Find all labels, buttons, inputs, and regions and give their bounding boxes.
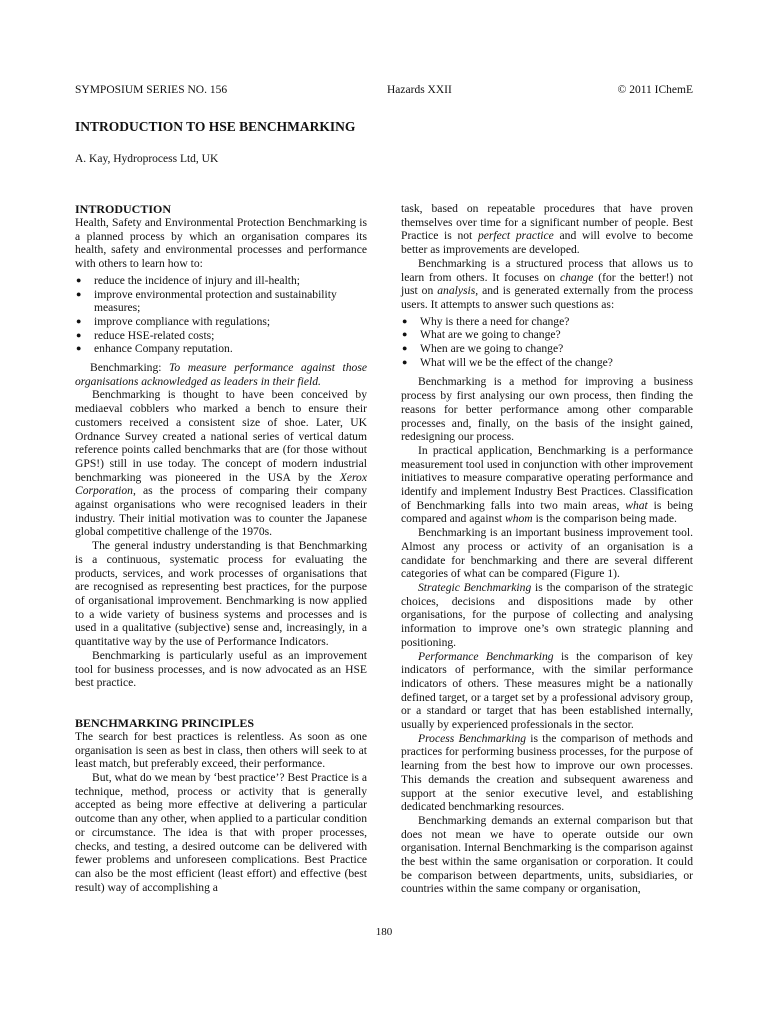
text-run: is the comparison of methods and practices for performing business processes, for the purpose of learning from the best how to improve our own processes. This demands the creation and subsequent awareness and support at the senior executive level, and establishing dedicated benchmarking resources.	[401, 731, 693, 814]
list-item: ● What are we going to change?	[401, 328, 693, 342]
principles-heading: BENCHMARKING PRINCIPLES	[75, 715, 255, 730]
analysis-text: analysis	[437, 284, 476, 298]
list-item: ● reduce the incidence of injury and ill-health;	[75, 274, 367, 288]
xerox-corporation-text: Xerox Corporation	[75, 470, 367, 498]
strategic-benchmarking-term: Strategic Benchmarking	[418, 580, 532, 594]
text-run: and will evolve to become better as improvements are developed.	[401, 229, 694, 257]
intro-bullet-list	[75, 274, 367, 356]
list-item: ● enhance Company reputation.	[75, 342, 367, 356]
improvement-tool-paragraph: Benchmarking is an important business improvement tool. Almost any process or activity of an organisation is a candidate for benchmarking and there are several different categories of what can be compared (Figure 1).	[401, 526, 693, 581]
continued-paragraph	[401, 202, 693, 257]
page-number: 180	[375, 926, 393, 938]
list-item: ● Why is there a need for change?	[401, 315, 693, 329]
history-paragraph	[75, 388, 367, 539]
internal-benchmarking-paragraph: Benchmarking demands an external comparison but that does not mean we have to operate outside our own organisation. Internal Benchmarking is the comparison against the best within the same organisation or corporation. It could be comparison between departments, units, subsidiaries, or countries within the same company or organisation,	[401, 813, 693, 896]
method-paragraph: Benchmarking is a method for improving a business process by first analysing our own process, then finding the reasons for better performance among other comparable processes and, finally, on the basis of the insight gained, redesigning our process.	[401, 375, 693, 444]
conference-label: Hazards XXII	[387, 84, 452, 96]
definition-lead: Benchmarking:	[90, 361, 170, 375]
benchmarking-definition	[75, 361, 367, 388]
strategic-benchmarking-paragraph	[401, 581, 693, 650]
text-run: task, based on repeatable procedures that have proven themselves over time for a significant number of people. Best Practice is not	[401, 202, 693, 243]
list-item: ● When are we going to change?	[401, 342, 693, 356]
text-run: is the comparison of key indicators of performance, with the similar performance indicators of others. These measures might be a nationally defined target, or a target set by a professional advisory group, or a standard or target that has been established internally, usually by experienced professionals in the sector.	[401, 649, 693, 732]
performance-benchmarking-paragraph	[401, 650, 693, 732]
text-run: , as the process of comparing their company against organisations who were recognised leaders in their industry. Their initial motivation was to counter the Japanese global competitive challenge of the 1970s.	[75, 484, 367, 539]
text-run: , and is generated externally from the process users. It attempts to answer such questions as:	[401, 284, 693, 311]
section-spacer	[75, 690, 367, 716]
copyright-label: © 2011 IChemE	[617, 84, 693, 96]
series-label: SYMPOSIUM SERIES NO. 156	[75, 84, 228, 96]
perfect-practice-text: perfect practice	[477, 229, 554, 243]
introduction-heading: INTRODUCTION	[75, 202, 172, 216]
text-run: In practical application, Benchmarking is a performance measurement tool used in conjunction with other improvement initiatives to measure comparative operating performance and identify and implement Industry Best Practices. Classification of Benchmarking falls into two main areas,	[401, 443, 693, 512]
process-benchmarking-paragraph	[401, 732, 693, 814]
list-item: ● improve environmental protection and sustainability measures;	[75, 288, 367, 315]
left-column	[75, 202, 367, 894]
list-item: ● reduce HSE-related costs;	[75, 329, 367, 343]
running-header	[75, 84, 693, 100]
industry-understanding-paragraph: The general industry understanding is that Benchmarking is a continuous, systematic process for evaluating the products, services, and work processes of organisations that are recognised as representing best practices, for the purpose of organisational improvement. Benchmarking is now applied to a wide variety of business systems and processes and is used in a qualitative (subjective) sense and, increasingly, in a quantitative way by the use of Performance Indicators.	[75, 539, 367, 649]
text-run: Benchmarking is a structured process that allows us to learn from others. It focuses on	[401, 256, 693, 284]
text-run: is being compared and against	[401, 498, 693, 526]
text-run: Benchmarking is thought to have been conceived by mediaeval cobblers who marked a bench to ensure their customers received a consistent size of shoe. Later, UK Ordnance Survey created a national series of vertical datum reference points called benchmarks that are (for those without GPS!) still in use today. The concept of modern industrial benchmarking was pioneered in the USA by the	[75, 388, 367, 484]
best-practice-paragraph: But, what do we mean by ‘best practice’? Best Practice is a technique, method, process or activity that is generally accepted as being more effective at delivering a particular outcome than any other, when applied to a particular condition or circumstance. The idea is that with proper processes, checks, and testing, a desired outcome can be delivered with fewer problems and unforeseen complications. Best Practice can also be the most efficient (least effort) and effective (best result) way of accomplishing a	[75, 771, 367, 894]
text-run: is the comparison being made.	[532, 512, 677, 526]
change-text: change	[559, 270, 594, 284]
practical-application-paragraph	[401, 444, 693, 526]
text-run: is the comparison of the strategic choices, decisions and dispositions made by other organisations, for the purpose of collecting and analysing information to improve one’s own strategic planning and positioning.	[401, 580, 693, 649]
questions-bullet-list	[401, 315, 693, 370]
usefulness-paragraph: Benchmarking is particularly useful as an improvement tool for business processes, and is now advocated as an HSE best practice.	[75, 648, 367, 690]
list-item: ● improve compliance with regulations;	[75, 315, 367, 329]
intro-paragraph: Health, Safety and Environmental Protection Benchmarking is a planned process by which an organisation compares its health, safety and environmental processes and performance with others to learn how to:	[75, 216, 367, 271]
paper-title: INTRODUCTION TO HSE BENCHMARKING	[75, 119, 356, 134]
list-item: ● What will we be the effect of the change?	[401, 356, 693, 370]
what-text: what	[625, 498, 648, 512]
text-run: (for the better!) not just on	[401, 270, 693, 298]
principles-paragraph: The search for best practices is relentless. As soon as one organisation is seen as best in class, then others will seek to at least match, but preferably exceed, their performance.	[75, 729, 367, 771]
right-column	[401, 202, 693, 896]
author-line: A. Kay, Hydroprocess Ltd, UK	[75, 153, 219, 165]
definition-text: To measure performance against those organisations acknowledged as leaders in their field.	[75, 361, 368, 388]
performance-benchmarking-term: Performance Benchmarking	[418, 649, 554, 663]
process-benchmarking-term: Process Benchmarking	[418, 731, 527, 745]
whom-text: whom	[504, 512, 533, 526]
structured-process-paragraph	[401, 257, 693, 312]
